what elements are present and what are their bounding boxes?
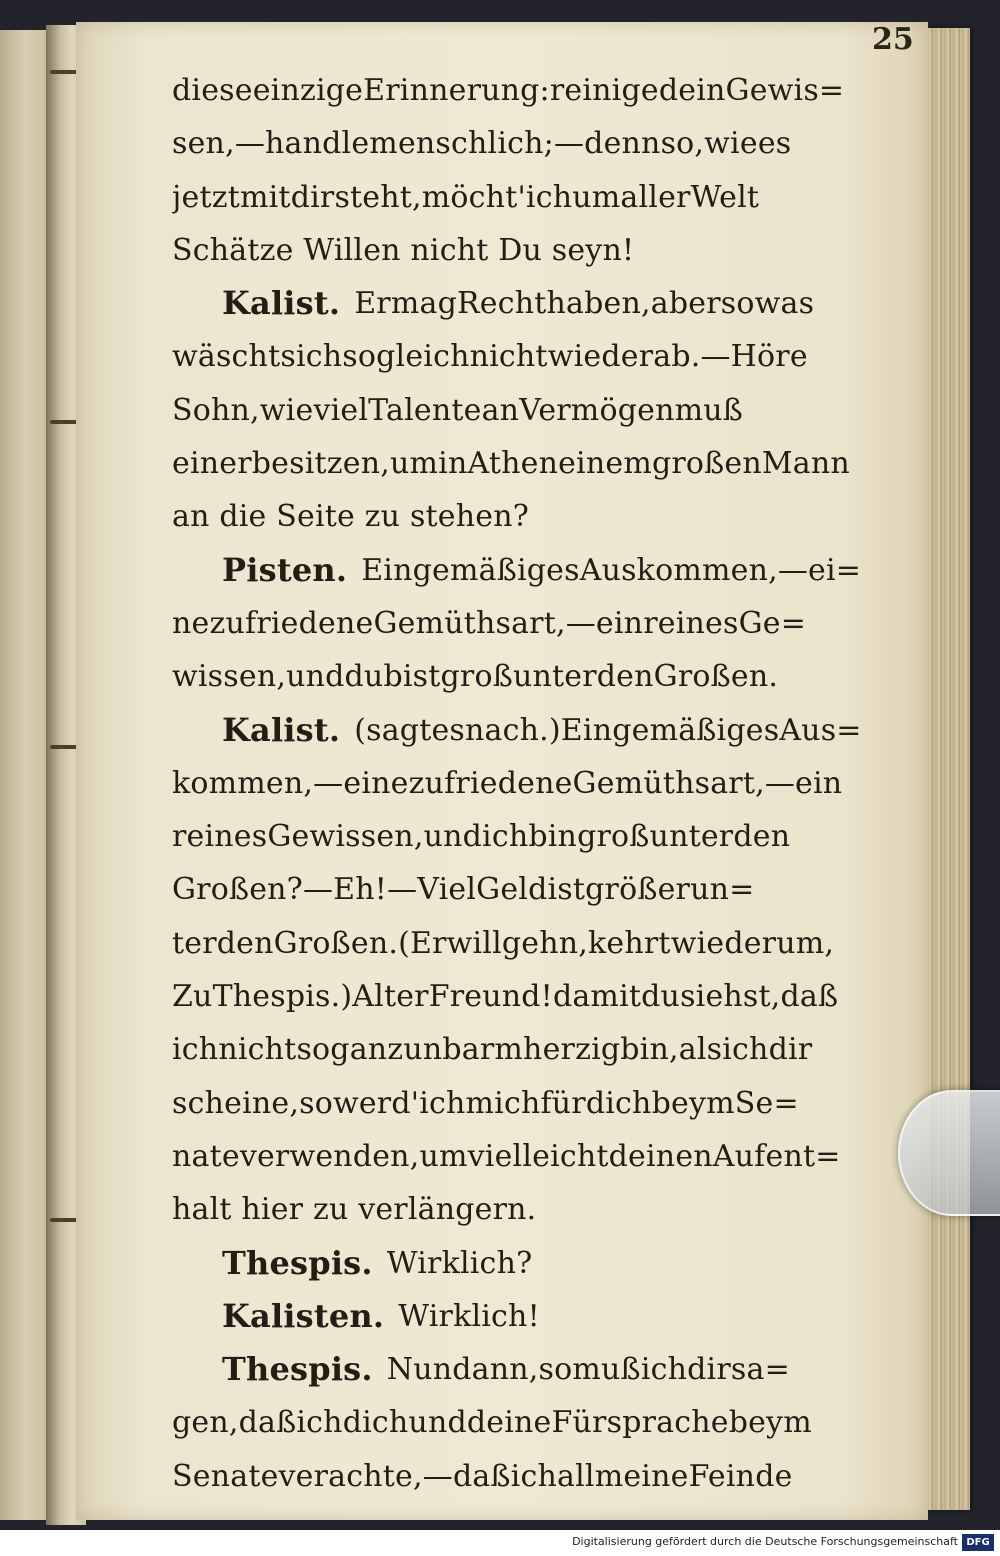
line-text: sen,—handlemenschlich;—dennso,wiees [172, 126, 792, 162]
funding-credit: Digitalisierung gefördert durch die Deutsche Forschungsgemeinschaft [572, 1535, 958, 1548]
line-text: nateverwenden,umvielleichtdeinenAufent= [172, 1138, 841, 1174]
text-line [172, 117, 912, 170]
line-text: Sohn,wievielTalenteanVermögenmuß [172, 392, 744, 428]
line-text: Nundann,somußichdirsa= [386, 1352, 790, 1388]
text-line [172, 650, 912, 703]
line-text: wäschtsichsogleichnichtwiederab.—Höre [172, 339, 808, 375]
text-line [172, 810, 912, 863]
text-line [172, 330, 912, 383]
text-line [172, 277, 912, 330]
page-clip [898, 1090, 1000, 1216]
line-text: nezufriedeneGemüthsart,—einreinesGe= [172, 605, 807, 641]
text-line [172, 64, 912, 117]
line-text: einerbesitzen,uminAtheneinemgroßenMann [172, 446, 850, 482]
text-line [172, 1237, 912, 1290]
text-line [172, 1290, 912, 1343]
line-text: ichnichtsoganzunbarmherzigbin,alsichdir [172, 1032, 813, 1068]
line-text: gen,daßichdichunddeineFürsprachebeym [172, 1405, 812, 1441]
text-line [172, 863, 912, 916]
text-line [172, 1023, 912, 1076]
text-line [172, 704, 912, 757]
text-line [172, 757, 912, 810]
text-line [172, 1077, 912, 1130]
line-text: terdenGroßen.(Erwillgehn,kehrtwiederum, [172, 925, 835, 961]
footer-bar [0, 1530, 1000, 1556]
line-text: Großen?—Eh!—VielGeldistgrößerun= [172, 872, 755, 908]
text-line [172, 1130, 912, 1183]
text-line [172, 917, 912, 970]
page-stack-edge [924, 28, 970, 1510]
text-line [172, 1183, 912, 1236]
line-text: EingemäßigesAuskommen,—ei= [361, 552, 862, 588]
line-text: (sagtesnach.)EingemäßigesAus= [354, 712, 862, 748]
speaker-name: Kalist. [222, 710, 341, 749]
line-text: halt hier zu verlängern. [172, 1192, 537, 1228]
text-line [172, 1396, 912, 1449]
line-text: ErmagRechthaben,abersowas [354, 286, 815, 322]
text-line [172, 384, 912, 437]
line-text: reinesGewissen,undichbingroßunterden [172, 819, 791, 855]
dfg-logo: DFG [962, 1534, 994, 1551]
speaker-name: Pisten. [222, 550, 348, 589]
line-text: jetztmitdirsteht,möcht'ichumallerWelt [172, 179, 760, 215]
text-line [172, 437, 912, 490]
speaker-name: Kalist. [222, 284, 341, 323]
page-number: 25 [872, 22, 914, 57]
line-text: Wirklich? [386, 1245, 533, 1281]
line-text: ZuThespis.)AlterFreund!damitdusiehst,daß [172, 979, 839, 1015]
line-text: Wirklich! [398, 1298, 540, 1334]
speaker-name: Kalisten. [222, 1296, 385, 1335]
text-line [172, 544, 912, 597]
speaker-name: Thespis. [222, 1350, 373, 1389]
line-text: wissen,unddubistgroßunterdenGroßen. [172, 659, 779, 695]
line-text: kommen,—einezufriedeneGemüthsart,—ein [172, 765, 843, 801]
text-line [172, 1450, 912, 1503]
text-line [172, 224, 912, 277]
line-text: an die Seite zu stehen? [172, 499, 530, 535]
speaker-name: Thespis. [222, 1243, 373, 1282]
page-text [172, 64, 912, 1503]
text-line [172, 1343, 912, 1396]
line-text: dieseeinzigeErinnerung:reinigedeinGewis= [172, 73, 845, 108]
line-text: Schätze Willen nicht Du seyn! [172, 232, 635, 268]
text-line [172, 171, 912, 224]
text-line [172, 970, 912, 1023]
text-line [172, 490, 912, 543]
line-text: Senateverachte,—daßichallmeineFeinde [172, 1458, 793, 1494]
text-line [172, 597, 912, 650]
line-text: scheine,sowerd'ichmichfürdichbeymSe= [172, 1085, 799, 1121]
